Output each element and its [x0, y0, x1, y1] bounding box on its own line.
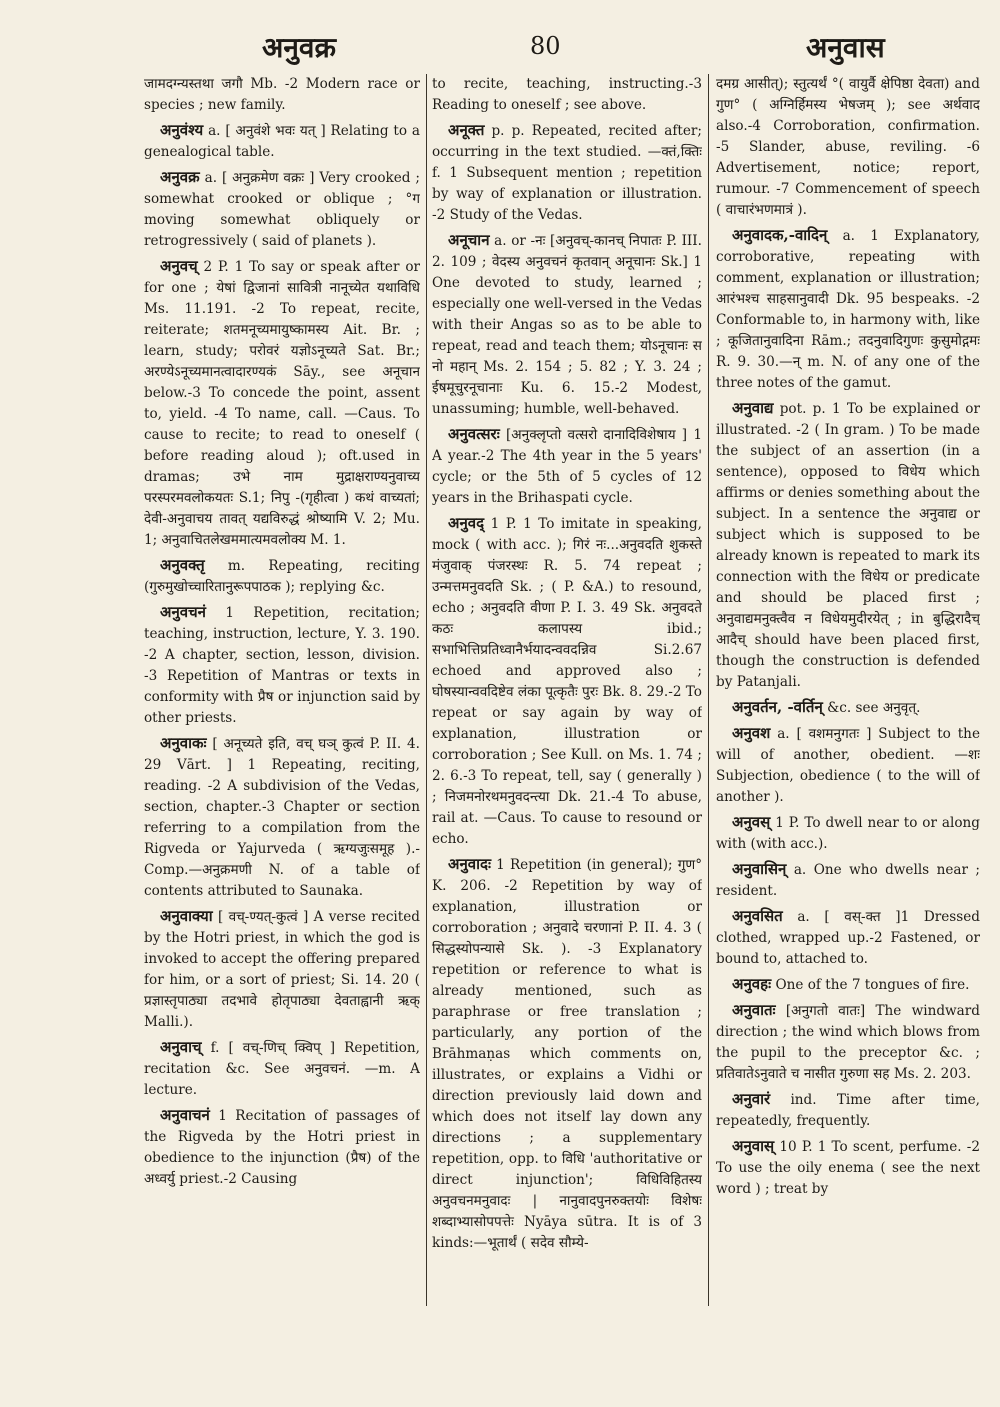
entry-text: pot. p. 1 To be explained or illustrated. -2 ( In gram. ) To be made the subject of an assertion (in a sentence), opposed to विधेय which affirms or denies something about the subject. In a sentence the अनुवाद्य or subject which is supposed to be already known is repeated to mark its connection with the विधेय or predicate and should be placed first ; अनुवाद्यमनुक्त्वैव न विधेयमुदीरयेत् ; in बुद्धिरादैच् आदैच् should have been placed first, though the construction is defended by Patanjali.: [716, 401, 980, 690]
dictionary-entry: [716, 723, 980, 808]
entry-headword: अनुवस्: [732, 813, 771, 831]
entry-headword: अनुवाचनं: [160, 1106, 210, 1124]
column-2: [432, 74, 702, 1309]
dictionary-entry: [144, 1037, 420, 1101]
column-1: [144, 74, 420, 1309]
dictionary-entry: [144, 167, 420, 252]
entry-text: &c. see अनुवृत्.: [827, 700, 921, 716]
dictionary-entry: [432, 854, 702, 1254]
dictionary-entry: [716, 697, 980, 719]
dictionary-entry: [144, 1105, 420, 1190]
dictionary-entry: [144, 555, 420, 598]
dictionary-entry: [716, 1136, 980, 1200]
entry-headword: अनुवक्र: [160, 168, 200, 186]
entry-headword: अनुवर्तन, -वर्तिन्: [732, 698, 823, 716]
entry-text: 1 P. To dwell near to or along with (with acc.).: [716, 815, 980, 852]
dictionary-entry: [144, 74, 420, 116]
dictionary-entry: [432, 424, 702, 509]
dictionary-entry: [432, 230, 702, 420]
dictionary-entry: [144, 256, 420, 551]
entry-text: m. Repeating, reciting (गुरुमुखोच्चारितानुरूपपाठक ); replying &c.: [144, 558, 420, 595]
dictionary-entry: [716, 906, 980, 970]
right-running-headword: अनुवास: [806, 31, 885, 64]
entry-text: One of the 7 tongues of fire.: [775, 977, 970, 993]
page-header: [0, 28, 1000, 72]
entry-headword: अनुवहः: [732, 975, 772, 993]
entry-text: 1 Repetition, recitation; teaching, instruction, lecture, Y. 3. 190. -2 A chapter, section, lesson, division. -3 Repetition of Mantras or texts in conformity with प्रैष or injunction said by other priests.: [144, 605, 420, 726]
dictionary-entry: [716, 1089, 980, 1132]
entry-text: दमग्र आसीत्); स्तुत्यर्थं °( वायुर्वै क्षेपिष्ठा देवता) and गुण° ( अग्निर्हिमस्य भेषजम् ); see अर्थवाद also.-4 Corroboration, confirmation. -5 Slander, abuse, reviling. -6 Advertisement, notice; report, rumour. -7 Commencement of speech ( वाचारंभणमात्रं ).: [716, 76, 980, 218]
entry-headword: अनुवद्: [448, 514, 485, 532]
entry-text: a. [ वस्-क्त ]1 Dressed clothed, wrapped up.-2 Fastened, or bound to, attached to.: [716, 909, 980, 967]
entry-headword: अनुवचनं: [160, 603, 206, 621]
entry-text: a. [ अनुक्रमेण वक्रः ] Very crooked ; somewhat crooked or oblique ; °ग moving somewhat obliquely or retrogressively ( said of planets ).: [144, 170, 420, 249]
entry-text: a. [ अनुवंशे भवः यत् ] Relating to a genealogical table.: [144, 123, 420, 160]
entry-text: [अनुक्लृप्तो वत्सरो दानादिविशेषाय ] 1 A year.-2 The 4th year in the 5 years' cycle; or the 5th of 5 cycles of 12 years in the Brihaspati cycle.: [432, 427, 702, 506]
entry-headword: अनूक्त: [448, 121, 485, 139]
entry-text: [अनुगतो वातः] The windward direction ; the wind which blows from the pupil to the preceptor &c. ; प्रतिवातेऽनुवाते च नासीत गुरुणा सह Ms. 2. 203.: [716, 1003, 980, 1082]
dictionary-entry: [432, 74, 702, 116]
dictionary-entry: [144, 733, 420, 902]
dictionary-entry: [144, 906, 420, 1033]
dictionary-entry: [716, 398, 980, 693]
entry-headword: अनुवाच्: [160, 1038, 202, 1056]
entry-text: a. One who dwells near ; resident.: [716, 862, 980, 899]
entry-text: 1 Recitation of passages of the Rigveda by the Hotri priest in obedience to the injunction (प्रैष) of the अध्वर्यु priest.-2 Causing: [144, 1108, 420, 1187]
entry-text: 1 Repetition (in general); गुण° K. 206. -2 Repetition by way of explanation, illustration or corroboration ; अनुवादे चरणानां P. II. 4. 3 ( सिद्धस्योपन्यासे Sk. ). -3 Explanatory repetition or reference to what is already mentioned, such as paraphrase or free translation ; particularly, any portion of the Brāhmaṇas which comments on, illustrates, or explains a Vidhi or direction previously laid down and which does not itself lay down any directions ; a supplementary repetition, opp. to विधि 'authoritative or direct injunction'; विधिविहितस्य अनुवचनमनुवादः | नानुवादपुनरुक्तयोः विशेषः शब्दाभ्यासोपपत्तेः Nyāya sūtra. It is of 3 kinds:—भूतार्थं ( सदेव सौम्ये-: [432, 857, 702, 1251]
entry-headword: अनुवासिन्: [732, 860, 787, 878]
entry-text: p. p. Repeated, recited after; occurring in the text studied. —क्तं,क्तिः f. 1 Subsequent mention ; repetition by way of explanation or illustration. -2 Study of the Vedas.: [432, 123, 702, 223]
entry-headword: अनुवाकः: [160, 734, 207, 752]
entry-text: जामदग्न्यस्तथा जगौ Mb. -2 Modern race or species ; new family.: [144, 76, 420, 113]
entry-text: f. [ वच्-णिच् क्विप् ] Repetition, recitation &c. See अनुवचनं. —m. A lecture.: [144, 1040, 420, 1098]
entry-text: a. or -नः [अनुवच्-कानच् निपातः P. III. 2. 109 ; वेदस्य अनुवचनं कृतवान् अनूचानः Sk.] 1 One devoted to study, learned ; especially one well-versed in the Vedas with their Angas so as to be able to repeat, read and teach them; योऽनूचानः स नो महान् Ms. 2. 154 ; 5. 82 ; Y. 3. 24 ; ईषमूचुरनूचानाः Ku. 6. 15.-2 Modest, unassuming; humble, well-behaved.: [432, 233, 702, 417]
dictionary-entry: [716, 1000, 980, 1085]
entry-headword: अनुवारं: [732, 1090, 771, 1108]
left-running-headword: अनुवक्र: [262, 31, 337, 64]
dictionary-entry: [432, 120, 702, 226]
entry-headword: अनुवक्तृ: [160, 556, 205, 574]
entry-headword: अनूचान: [448, 231, 490, 249]
entry-headword: अनुवाद्य: [732, 399, 774, 417]
dictionary-entry: [716, 974, 980, 996]
column-divider-1: [426, 74, 427, 1306]
entry-text: a. 1 Explanatory, corroborative, repeating with comment, explanation or illustration; आरंभश्च साहसानुवादी Dk. 95 bespeaks. -2 Conformable to, in harmony with, like ; कूजितानुवादिना Rām.; तदनुवादिगुणः कुसुमोद्गमः R. 9. 30.—न् m. N. of any one of the three notes of the gamut.: [716, 228, 980, 391]
entry-text: to recite, teaching, instructing.-3 Reading to oneself ; see above.: [432, 76, 702, 113]
entry-headword: अनुवसित: [732, 907, 783, 925]
dictionary-entry: [144, 602, 420, 729]
entry-headword: अनुवच्: [160, 257, 198, 275]
entry-text: 1 P. 1 To imitate in speaking, mock ( with acc. ); गिरं नः...अनुवदति शुकस्ते मंजुवाक् पंजरस्थः R. 5. 74 repeat ; उन्मत्तमनुवदति Sk. ; ( P. &A.) to resound, echo ; अनुवदति वीणा P. I. 3. 49 Sk. अनुवदते कठः कलापस्य ibid.; सभाभित्तिप्रतिध्वानैर्भयादन्ववदन्निव Si.2.67 echoed and approved also ; घोषस्यान्ववदिष्टेव लंका पूत्कृतैः पुरः Bk. 8. 29.-2 To repeat or say again by way of explanation, illustration or corroboration ; See Kull. on Ms. 1. 74 ; 2. 6.-3 To repeat, tell, say ( generally ) ; निजमनोरथमनुवदन्त्या Dk. 21.-4 To abuse, rail at. —Caus. To cause to resound or echo.: [432, 516, 702, 847]
entry-headword: अनुवश: [732, 724, 771, 742]
entry-text: a. [ वशमनुगतः ] Subject to the will of another, obedient. —शः Subjection, obedience ( to the will of another ).: [716, 726, 980, 805]
entry-headword: अनुवास्: [732, 1137, 775, 1155]
entry-text: [ वच्-ण्यत्-कुत्वं ] A verse recited by the Hotri priest, in which the god is invoked to accept the offering prepared for him, or a sort of priest; Si. 14. 20 ( प्रज्ञास्तृपाठ्या तदभावे होतृपाठ्या देवताह्वानी ऋक् Malli.).: [144, 909, 420, 1030]
entry-headword: अनुवादक,-वादिन्: [732, 226, 828, 244]
dictionary-entry: [716, 74, 980, 221]
column-divider-2: [708, 74, 709, 1306]
dictionary-entry: [716, 225, 980, 394]
dictionary-entry: [716, 859, 980, 902]
entry-headword: अनुवंश्य: [160, 121, 204, 139]
entry-text: ind. Time after time, repeatedly, frequently.: [716, 1092, 980, 1129]
dictionary-entry: [144, 120, 420, 163]
dictionary-entry: [716, 812, 980, 855]
entry-headword: अनुवाक्या: [160, 907, 213, 925]
entry-headword: अनुवातः: [732, 1001, 776, 1019]
entry-headword: अनुवादः: [448, 855, 492, 873]
entry-headword: अनुवत्सरः: [448, 425, 500, 443]
entry-text: 2 P. 1 To say or speak after or for one ; येषां द्विजानां सावित्री नानूच्येत यथाविधि Ms. 11.191. -2 To repeat, recite, reiterate; शतमनूच्यमायुष्कामस्य Ait. Br. ; learn, study; परोवरं यज्ञोऽनूच्यते Sat. Br.; अरण्येऽनूच्यमानत्वादारण्यकं Sāy., see अनूचान below.-3 To concede the point, assent to, yield. -4 To name, call. —Caus. To cause to recite; to read to oneself ( before reading aloud ); oft.used in dramas; उभे नाम मुद्राक्षराण्यनुवाच्य परस्परमवलोकयतः S.1; निपु -(गृहीत्वा ) कथं वाच्यतां; देवी-अनुवाचय तावत् यद्यविरुद्धं श्रोष्यामि V. 2; Mu. 1; अनुवाचितलेखममात्यमवलोक्य M. 1.: [144, 259, 420, 548]
entry-text: 10 P. 1 To scent, perfume. -2 To use the oily enema ( see the next word ) ; treat by: [716, 1139, 980, 1197]
dictionary-entry: [432, 513, 702, 850]
entry-text: [ अनूच्यते इति, वच् घञ् कुत्वं P. II. 4. 29 Vārt. ] 1 Repeating, reciting, reading. -2 A subdivision of the Vedas, section, chapter.-3 Chapter or section referring to a compilation from the Rigveda or Yajurveda ( ऋग्यजुःसमूह ).-Comp.—अनुक्रमणी N. of a table of contents attributed to Saunaka.: [144, 736, 420, 899]
column-3: [716, 74, 980, 1309]
page-number: 80: [530, 32, 561, 60]
